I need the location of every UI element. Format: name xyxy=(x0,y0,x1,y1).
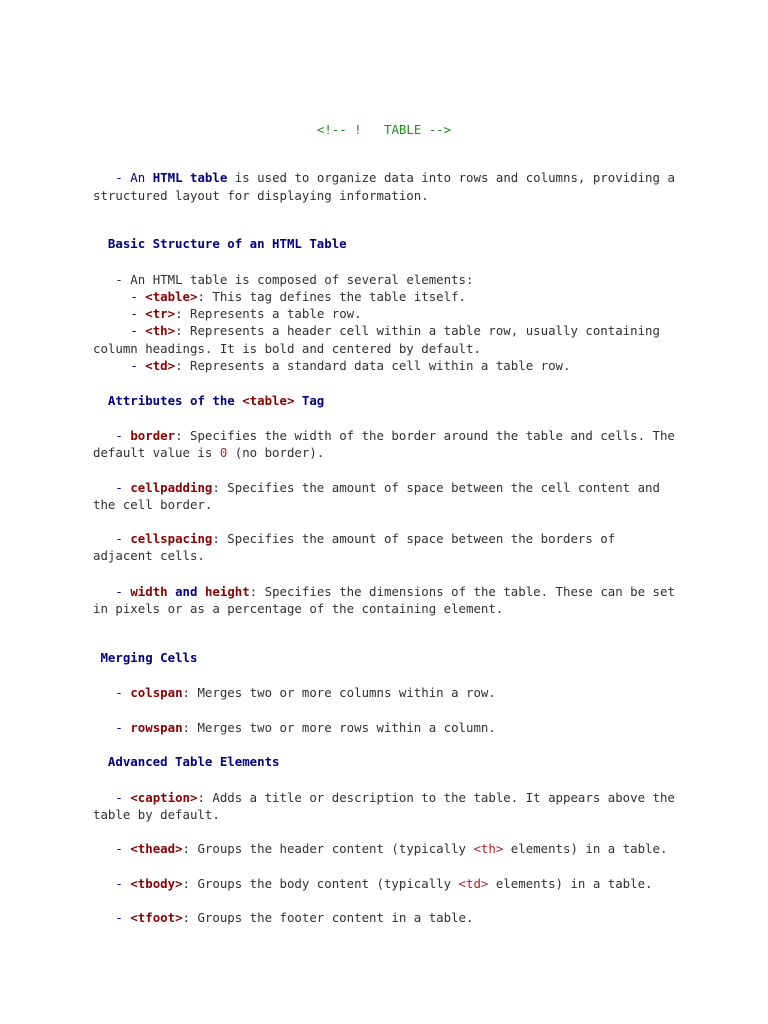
attr-border-zero: 0 xyxy=(219,445,228,460)
attr-widthheight-text-1: : Specifies the dimensions of the table. These can be set xyxy=(249,584,675,599)
item-dash: - xyxy=(130,306,146,321)
attr-border-text-1: : Specifies the width of the border around the table and cells. The xyxy=(175,428,675,443)
adv-caption-line-1 xyxy=(93,789,675,806)
merge-colspan-text: : Merges two or more columns within a row. xyxy=(182,685,496,700)
attr-cellspacing-text-1: : Specifies the amount of space between the borders of xyxy=(212,531,616,546)
desc-th: : Represents a header cell within a table row, usually containing xyxy=(175,323,660,338)
section-heading-basic xyxy=(93,235,347,252)
item-dash: - xyxy=(115,910,131,925)
item-dash: - xyxy=(115,841,131,856)
adv-tbody xyxy=(93,875,653,892)
item-dash: - xyxy=(115,685,131,700)
adv-tfoot-text: : Groups the footer content in a table. xyxy=(182,910,474,925)
adv-tbody-text-2: elements) in a table. xyxy=(488,876,653,891)
tag-tr: <tr> xyxy=(145,306,176,321)
heading-advanced-text: Advanced Table Elements xyxy=(107,754,280,769)
item-dash: - xyxy=(115,428,131,443)
item-dash: - xyxy=(115,876,131,891)
adv-thead-text-2: elements) in a table. xyxy=(503,841,668,856)
merge-rowspan-name: rowspan xyxy=(130,720,183,735)
merge-rowspan xyxy=(93,719,496,736)
item-dash: - xyxy=(130,358,146,373)
adv-tbody-inner: <td> xyxy=(458,876,489,891)
adv-tfoot xyxy=(93,909,473,926)
item-dash: - xyxy=(115,531,131,546)
merge-rowspan-text: : Merges two or more rows within a column. xyxy=(182,720,496,735)
basic-item-th-cont: column headings. It is bold and centered by default. xyxy=(93,341,481,356)
attr-height-name: height xyxy=(204,584,250,599)
attr-cellspacing-name: cellspacing xyxy=(130,531,213,546)
section-heading-attributes xyxy=(93,392,324,409)
desc-td: : Represents a standard data cell within a table row. xyxy=(175,358,571,373)
intro-line-1 xyxy=(93,169,675,186)
heading-attr-pre: Attributes of the xyxy=(107,393,243,408)
attr-widthheight-line-1 xyxy=(93,583,675,600)
adv-tbody-text-1: : Groups the body content (typically xyxy=(182,876,459,891)
adv-tfoot-name: <tfoot> xyxy=(130,910,183,925)
basic-item-table xyxy=(93,288,466,305)
attr-border-name: border xyxy=(130,428,176,443)
attr-cellpadding-line-2: the cell border. xyxy=(93,497,213,512)
attr-border-text-2a: default value is xyxy=(93,445,220,460)
heading-merging-text: Merging Cells xyxy=(100,650,198,665)
attr-cellspacing-line-2: adjacent cells. xyxy=(93,548,205,563)
heading-basic-text: Basic Structure of an HTML Table xyxy=(107,236,347,251)
item-dash: - xyxy=(115,790,131,805)
attr-widthheight-line-2: in pixels or as a percentage of the containing element. xyxy=(93,601,504,616)
adv-caption-text-1: : Adds a title or description to the table. It appears above the xyxy=(197,790,675,805)
adv-tbody-name: <tbody> xyxy=(130,876,183,891)
heading-attr-tag: <table> xyxy=(242,393,295,408)
attr-width-name: width xyxy=(130,584,168,599)
basic-lead-text: - An HTML table is composed of several elements: xyxy=(115,272,474,287)
item-dash: - xyxy=(130,323,146,338)
adv-thead-text-1: : Groups the header content (typically xyxy=(182,841,474,856)
attr-cellpadding-name: cellpadding xyxy=(130,480,213,495)
attr-border-line-1 xyxy=(93,427,675,444)
tag-td: <td> xyxy=(145,358,176,373)
intro-line-2: structured layout for displaying information. xyxy=(93,188,429,203)
basic-item-th xyxy=(93,322,660,339)
attr-cellspacing-line-1 xyxy=(93,530,615,547)
item-dash: - xyxy=(115,720,131,735)
intro-bold: HTML table xyxy=(152,170,228,185)
heading-attr-post: Tag xyxy=(294,393,325,408)
attr-cellpadding-line-1 xyxy=(93,479,660,496)
desc-table: : This tag defines the table itself. xyxy=(197,289,467,304)
adv-thead xyxy=(93,840,667,857)
attr-and: and xyxy=(167,584,205,599)
merge-colspan-name: colspan xyxy=(130,685,183,700)
section-heading-advanced xyxy=(93,753,280,770)
adv-caption-line-2: table by default. xyxy=(93,807,220,822)
item-dash: - xyxy=(130,289,146,304)
adv-thead-name: <thead> xyxy=(130,841,183,856)
basic-item-tr xyxy=(93,305,362,322)
adv-thead-inner: <th> xyxy=(473,841,504,856)
page-title: <!-- ! TABLE --> xyxy=(316,122,452,137)
merge-colspan xyxy=(93,684,496,701)
adv-caption-name: <caption> xyxy=(130,790,198,805)
attr-border-line-2 xyxy=(93,444,324,461)
tag-table: <table> xyxy=(145,289,198,304)
desc-tr: : Represents a table row. xyxy=(175,306,362,321)
item-dash: - xyxy=(115,584,131,599)
item-dash: - xyxy=(115,480,131,495)
intro-dash: - An xyxy=(115,170,153,185)
attr-border-text-2b: (no border). xyxy=(227,445,325,460)
section-heading-merging xyxy=(93,649,197,666)
basic-item-td xyxy=(93,357,570,374)
intro-text-1: is used to organize data into rows and columns, providing a xyxy=(227,170,675,185)
tag-th: <th> xyxy=(145,323,176,338)
attr-cellpadding-text-1: : Specifies the amount of space between the cell content and xyxy=(212,480,660,495)
basic-lead xyxy=(93,271,473,288)
